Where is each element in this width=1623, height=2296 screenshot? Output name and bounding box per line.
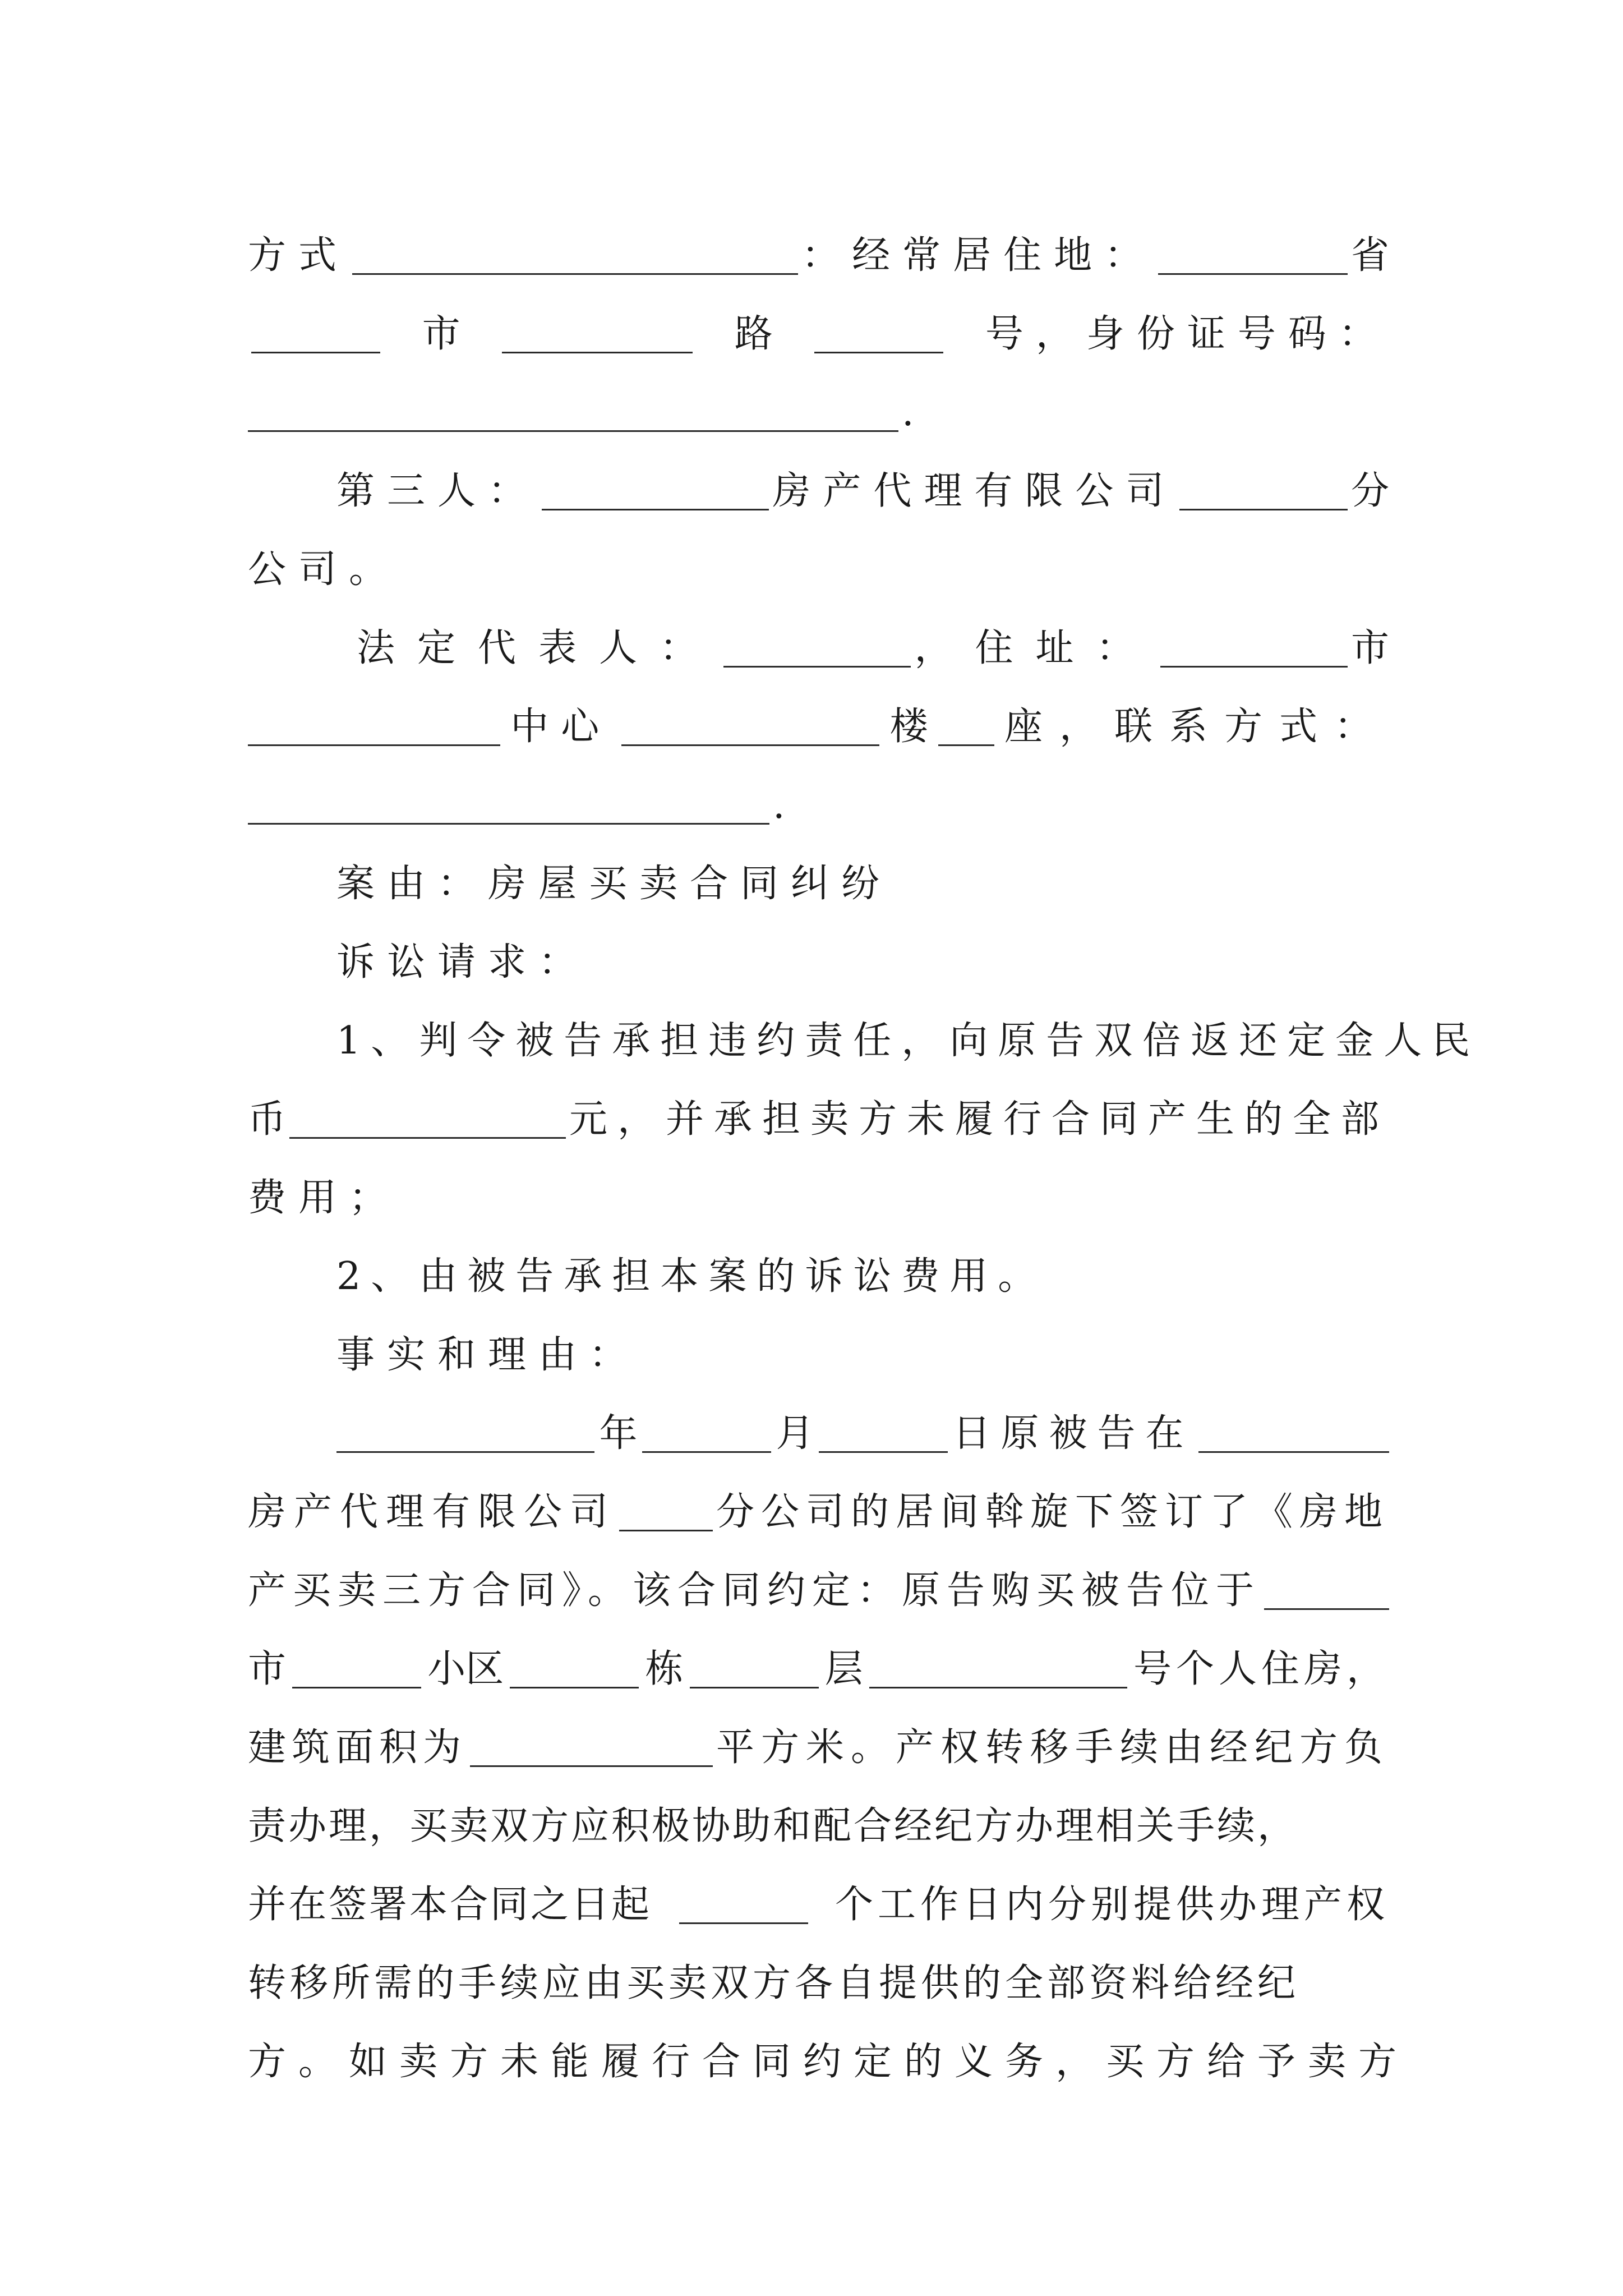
blank-field — [690, 1651, 819, 1688]
text-line — [336, 903, 1389, 982]
text-line — [248, 1453, 1389, 1534]
blank-field — [869, 1651, 1127, 1688]
line-text: 费用； — [248, 1176, 400, 1220]
blank-field — [352, 237, 798, 275]
blank-field — [502, 316, 693, 353]
line-text: 责办理，买卖双方应积极协助和配合经纪方办理相关手续， — [248, 1804, 1298, 1848]
blank-field — [819, 1415, 948, 1453]
line-text: 中心 — [510, 705, 612, 749]
line-text: 栋 — [645, 1647, 684, 1691]
text-line — [248, 1610, 1389, 1691]
blank-field — [248, 394, 898, 432]
blank-field — [248, 708, 500, 746]
line-text: 第三人： — [336, 469, 539, 513]
line-text: 日原被告在 — [952, 1411, 1194, 1456]
blank-field — [470, 1729, 713, 1767]
line-text: 楼 — [889, 705, 928, 749]
text-line — [336, 825, 1389, 906]
text-line — [248, 746, 1389, 825]
line-text: 产买卖三方合同》。该合同约定：原告购买被告位于 — [248, 1568, 1261, 1613]
text-line — [248, 196, 1389, 278]
blank-field — [542, 473, 769, 510]
line-text: 市 — [422, 312, 460, 356]
text-line — [248, 1139, 1389, 1220]
text-line — [248, 1846, 1389, 1927]
line-text: 公司。 — [248, 547, 400, 592]
line-text: 路 — [734, 312, 773, 356]
line-text: 小区 — [427, 1647, 504, 1691]
text-line — [357, 589, 1389, 668]
text-line — [336, 982, 1481, 1063]
line-text: 房产代理有限公司 — [248, 1490, 616, 1534]
line-text: 方式 — [248, 233, 349, 278]
line-text: 法定代表人： — [357, 626, 721, 670]
text-line — [248, 1060, 1389, 1142]
blank-field — [679, 1887, 808, 1924]
text-line — [336, 1296, 1389, 1377]
blank-field — [621, 708, 879, 746]
blank-field — [1158, 237, 1348, 275]
blank-field — [938, 708, 994, 746]
line-text: 转移所需的手续应由买卖双方各自提供的全部资料给经纪 — [248, 1961, 1300, 2005]
blank-field — [642, 1415, 771, 1453]
blank-field — [248, 787, 769, 825]
text-line — [336, 1217, 1389, 1299]
line-text: 层 — [824, 1647, 863, 1691]
line-text: 元，并承担卖方未履行合同产生的全部 — [569, 1097, 1389, 1142]
line-text: 并在签署本合同之日起 — [248, 1883, 652, 1927]
blank-field — [723, 630, 911, 668]
line-text: 市 — [248, 1647, 287, 1691]
line-text: 分 — [1350, 469, 1389, 513]
line-text: 2、由被告承担本案的诉讼费用。 — [336, 1254, 1046, 1299]
text-line — [248, 510, 1389, 592]
blank-field — [289, 1101, 566, 1139]
line-text: 案由：房屋买卖合同纠纷 — [336, 862, 892, 906]
line-text: 1、判令被告承担违约责任，向原告双倍返还定金人民 — [336, 1019, 1481, 1063]
line-text: 省 — [1350, 233, 1389, 278]
blank-field — [251, 316, 380, 353]
line-text: . — [773, 783, 785, 827]
line-text: 方。如卖方未能履行合同约定的义务，买方给予卖方 — [248, 2040, 1409, 2084]
line-text: 年 — [599, 1411, 638, 1456]
line-text: ：经常居住地： — [801, 233, 1155, 278]
line-text: 个工作日内分别提供办理产权 — [834, 1883, 1389, 1927]
line-text: 建筑面积为 — [248, 1726, 467, 1770]
line-text: 号个人住房， — [1133, 1647, 1389, 1691]
line-text: 诉讼请求： — [336, 940, 589, 984]
line-text: 平方米。产权转移手续由经纪方负 — [716, 1726, 1389, 1770]
blank-field — [510, 1651, 639, 1688]
text-line — [336, 432, 1389, 513]
blank-field — [336, 1415, 594, 1453]
text-line — [336, 1374, 1389, 1456]
line-text: 座，联系方式： — [1004, 705, 1389, 749]
text-line — [248, 1688, 1389, 1770]
blank-field — [1264, 1572, 1389, 1610]
line-text: 月 — [776, 1411, 814, 1456]
text-line — [248, 1531, 1389, 1613]
text-line — [248, 668, 1389, 749]
line-text: . — [902, 390, 914, 435]
blank-field — [292, 1651, 421, 1688]
text-line — [248, 1924, 1389, 2003]
line-text: ，住址： — [914, 626, 1157, 670]
line-text: 分公司的居间斡旋下签订了《房地 — [716, 1490, 1389, 1534]
line-text: 事实和理由： — [336, 1333, 640, 1377]
line-text: 房产代理有限公司 — [772, 469, 1177, 513]
line-text: 市 — [1350, 626, 1389, 670]
text-line — [248, 353, 1389, 435]
text-line — [248, 275, 1389, 356]
line-text: 号，身份证号码： — [985, 312, 1389, 356]
line-text: 币 — [248, 1097, 287, 1142]
blank-field — [1160, 630, 1348, 668]
blank-field — [814, 316, 943, 353]
text-line — [248, 1767, 1389, 1846]
blank-field — [1179, 473, 1348, 510]
blank-field — [619, 1494, 713, 1531]
text-line — [248, 2003, 1409, 2084]
blank-field — [1198, 1415, 1389, 1453]
